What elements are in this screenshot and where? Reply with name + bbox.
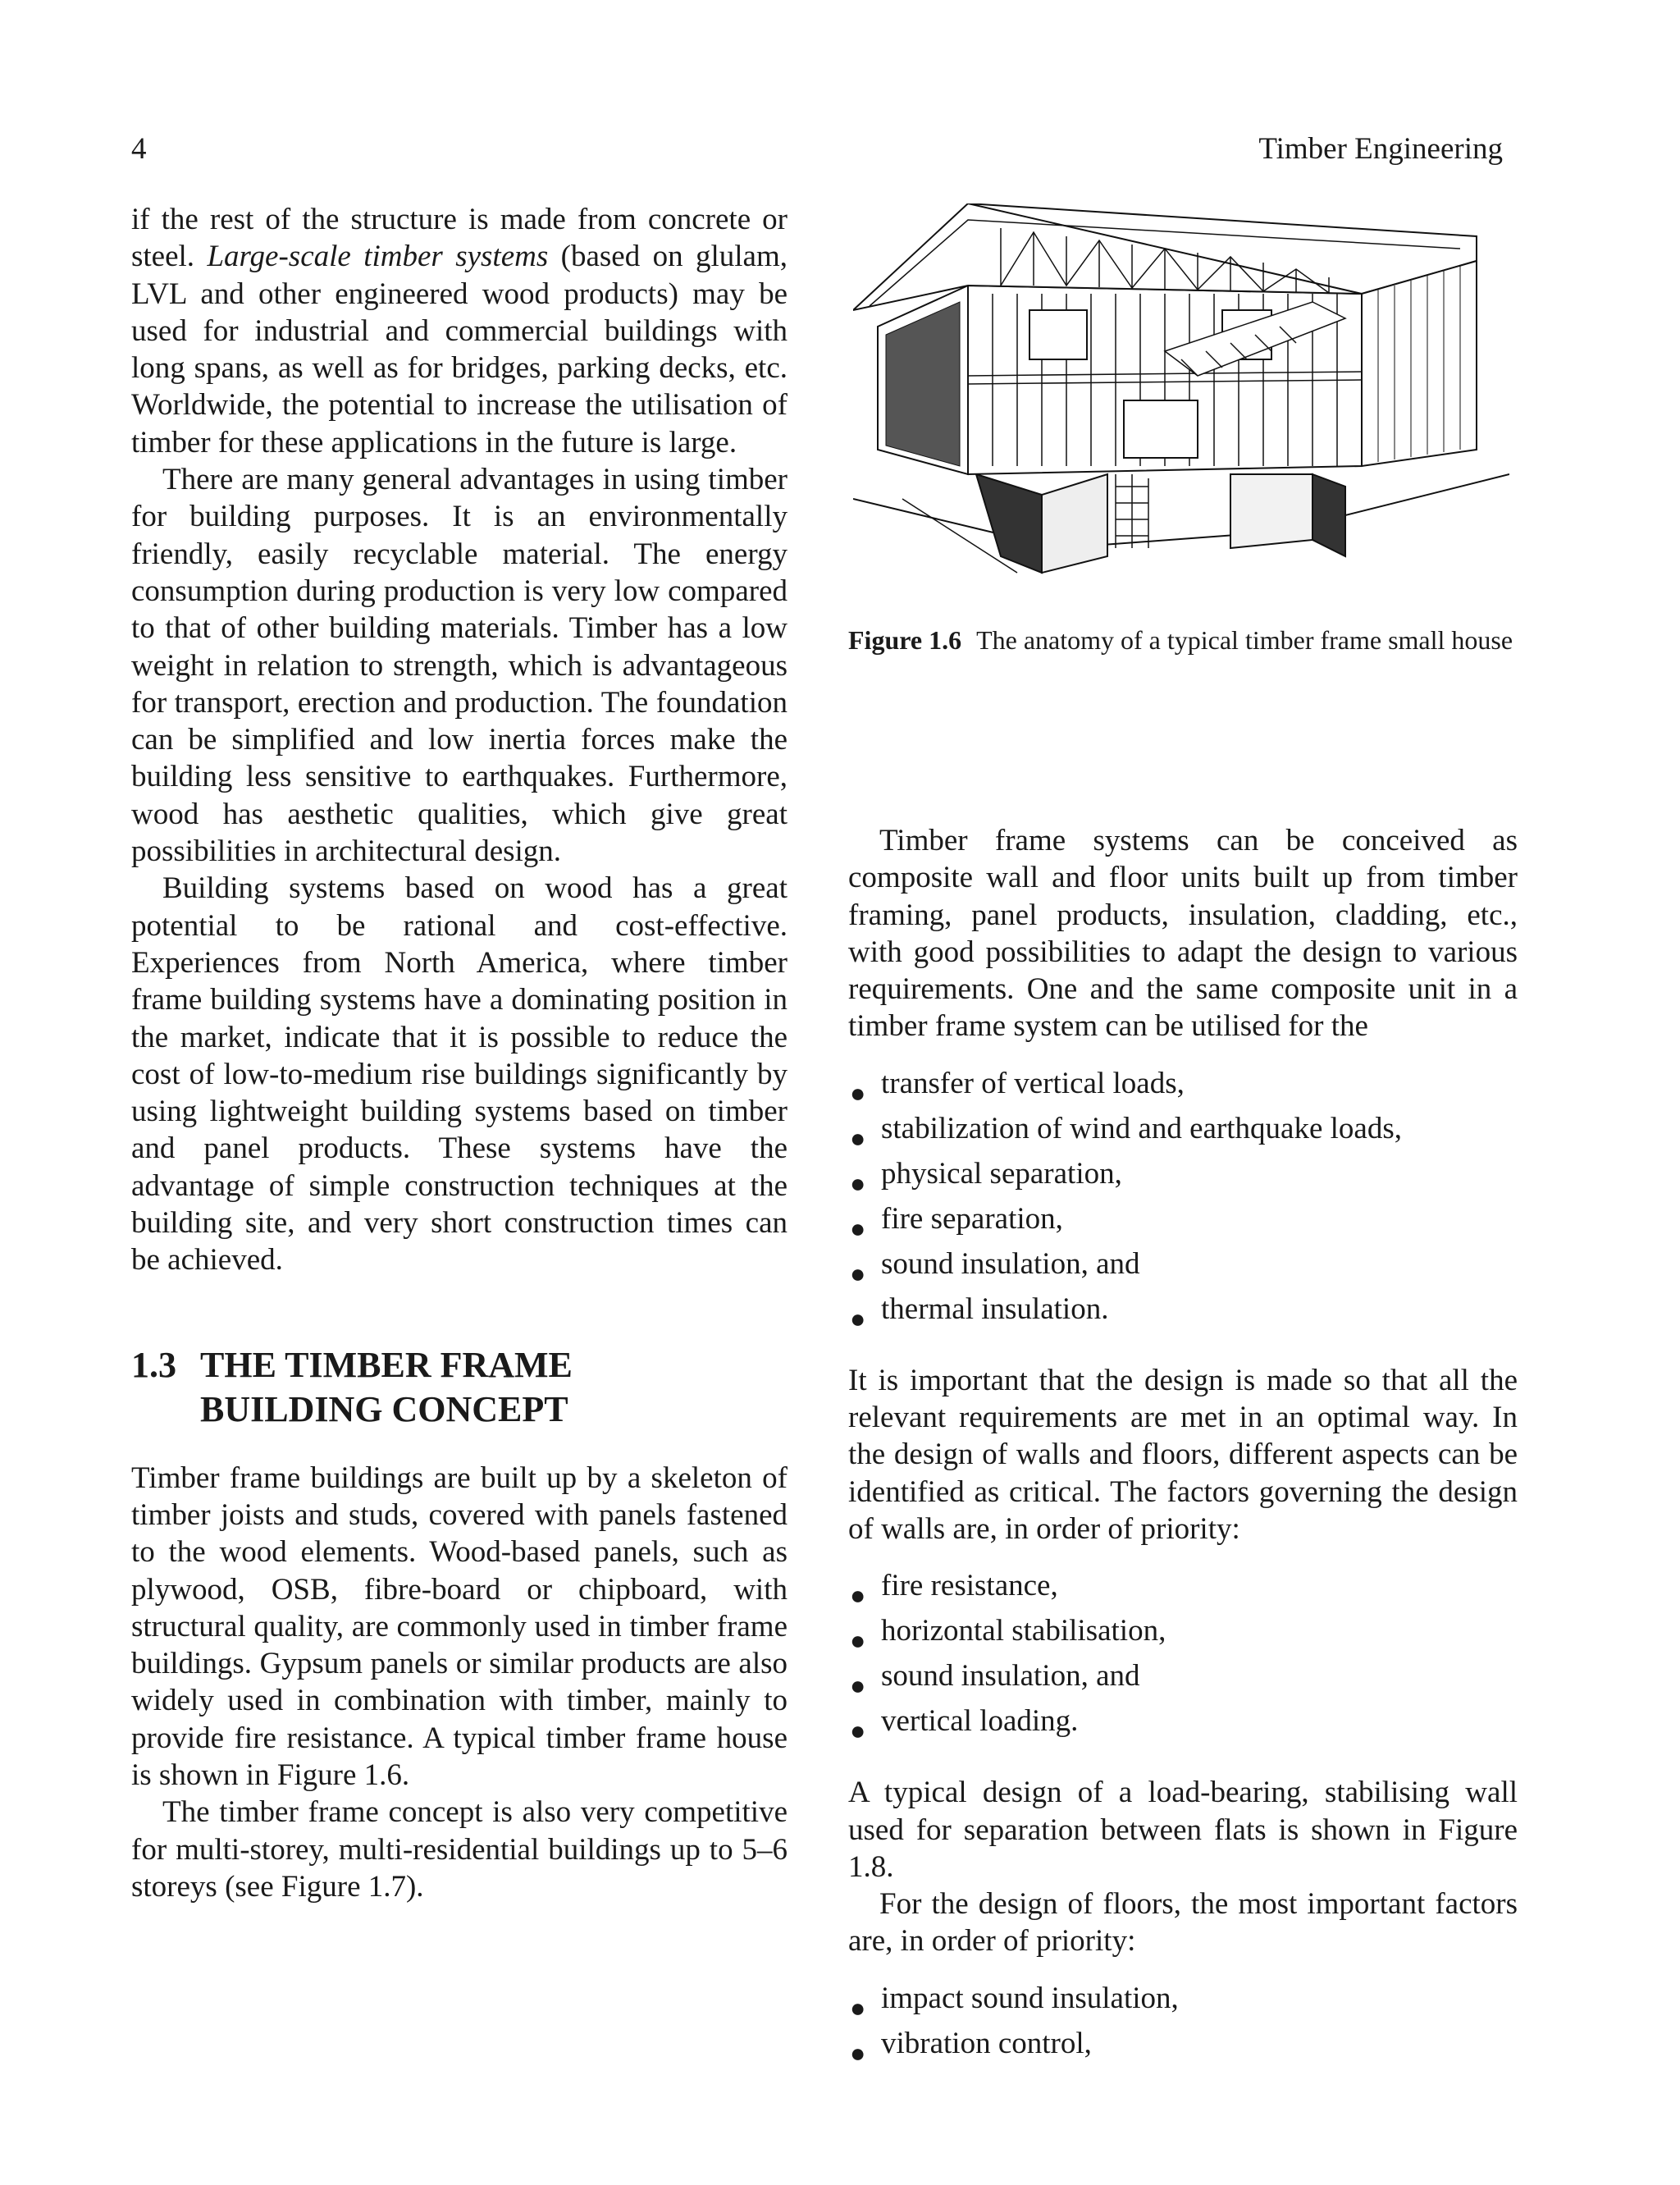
bullet-icon: ●: [850, 1213, 866, 1243]
list-item: ● stabilization of wind and earthquake loads,: [848, 1110, 1518, 1155]
list-item: ● fire separation,: [848, 1200, 1518, 1246]
bullet-list-wall-factors: [848, 1567, 1518, 1748]
bullet-icon: ●: [850, 2037, 866, 2068]
bullet-icon: ●: [850, 1168, 866, 1198]
bullet-icon: ●: [850, 1671, 866, 1701]
bullet-icon: ●: [850, 1992, 866, 2023]
figure-caption: [848, 624, 1518, 656]
paragraph: It is important that the design is made so that all the relevant requirements are met in an optimal way. In the design of walls and floors, different aspects can be identified as critical. The factors governing the design of walls are, in order of priority:: [848, 1363, 1518, 1546]
section-number: 1.3: [131, 1344, 176, 1385]
figure-caption-text: The anatomy of a typical timber frame small house: [976, 625, 1513, 655]
right-column: [848, 822, 1518, 2070]
list-item: ● sound insulation, and: [848, 1246, 1518, 1291]
bullet-icon: ●: [850, 1077, 866, 1108]
page-number: 4: [131, 132, 147, 166]
list-item: ● thermal insulation.: [848, 1291, 1518, 1336]
paragraph: A typical design of a load-bearing, stabilising wall used for separation between flats is shown in Figure 1.8.: [848, 1776, 1518, 1884]
italic-term: Large-scale timber systems: [207, 240, 549, 274]
house-drawing: [853, 203, 1509, 581]
paragraph: Timber frame systems can be conceived as composite wall and floor units built up from timber framing, panel products, insulation, cladding, etc., with good possibilities to adapt the design to various requirements. One and the same composite unit in a timber frame system can be utilised for the: [848, 824, 1518, 1044]
section-title-line1: THE TIMBER FRAME: [200, 1344, 573, 1385]
running-title: Timber Engineering: [1258, 132, 1503, 166]
list-item: ● vibration control,: [848, 2025, 1518, 2070]
paragraph: Building systems based on wood has a great potential to be rational and cost-effective. Experiences from North America, where timber frame building systems have a dominating position in the market, indicate that it is possible to reduce the cost of low-to-medium rise buildings significantly by using lightweight building systems based on timber and panel products. These systems have the advantage of simple construction techniques at the building site, and very short construction times can be achieved.: [131, 871, 788, 1278]
section-heading: [131, 1343, 788, 1432]
list-item: ● vertical loading.: [848, 1703, 1518, 1748]
bullet-icon: ●: [850, 1580, 866, 1611]
list-item: ● physical separation,: [848, 1155, 1518, 1200]
list-item: ● fire resistance,: [848, 1567, 1518, 1612]
paragraph: if the rest of the structure is made from concrete or steel. Large-scale timber systems (based on glulam, LVL and other engineered wood products) may be used for industrial and commercial buildings with long spans, as well as for bridges, parking decks, etc. Worldwide, the potential to increase the utilisation of timber for these applications in the future is large.: [131, 203, 788, 459]
paragraph: The timber frame concept is also very competitive for multi-storey, multi-residential buildings up to 5–6 storeys (see Figure 1.7).: [131, 1795, 788, 1904]
left-column: [131, 201, 788, 1905]
bullet-icon: ●: [850, 1122, 866, 1153]
bullet-icon: ●: [850, 1716, 866, 1746]
bullet-icon: ●: [850, 1258, 866, 1288]
paragraph: There are many general advantages in using timber for building purposes. It is an environmentally friendly, easily recyclable material. The energy consumption during production is very low compared to that of other building materials. Timber has a low weight in relation to strength, which is advantageous for transport, erection and production. The foundation can be simplified and low inertia forces make the building less sensitive to earthquakes. Furthermore, wood has aesthetic qualities, which give great possibilities in architectural design.: [131, 463, 788, 869]
bullet-list-floor-factors: [848, 1980, 1518, 2070]
figure-timber-house-illustration: [853, 203, 1509, 581]
paragraph: Timber frame buildings are built up by a skeleton of timber joists and studs, covered with panels fastened to the wood elements. Wood-based panels, such as plywood, OSB, fibre-board or chipboard, with structural quality, are commonly used in timber frame buildings. Gypsum panels or similar products are also widely used in combination with timber, mainly to provide fire resistance. A typical timber frame house is shown in Figure 1.6.: [131, 1460, 788, 1792]
list-item: ● impact sound insulation,: [848, 1980, 1518, 2025]
bullet-icon: ●: [850, 1303, 866, 1333]
section-title-line2: BUILDING CONCEPT: [200, 1388, 568, 1429]
list-item: ● transfer of vertical loads,: [848, 1065, 1518, 1110]
paragraph: For the design of floors, the most important factors are, in order of priority:: [848, 1887, 1518, 1959]
figure-label: Figure 1.6: [848, 625, 962, 655]
list-item: ● sound insulation, and: [848, 1657, 1518, 1703]
list-item: ● horizontal stabilisation,: [848, 1612, 1518, 1657]
bullet-list-functions: [848, 1065, 1518, 1336]
bullet-icon: ●: [850, 1625, 866, 1656]
